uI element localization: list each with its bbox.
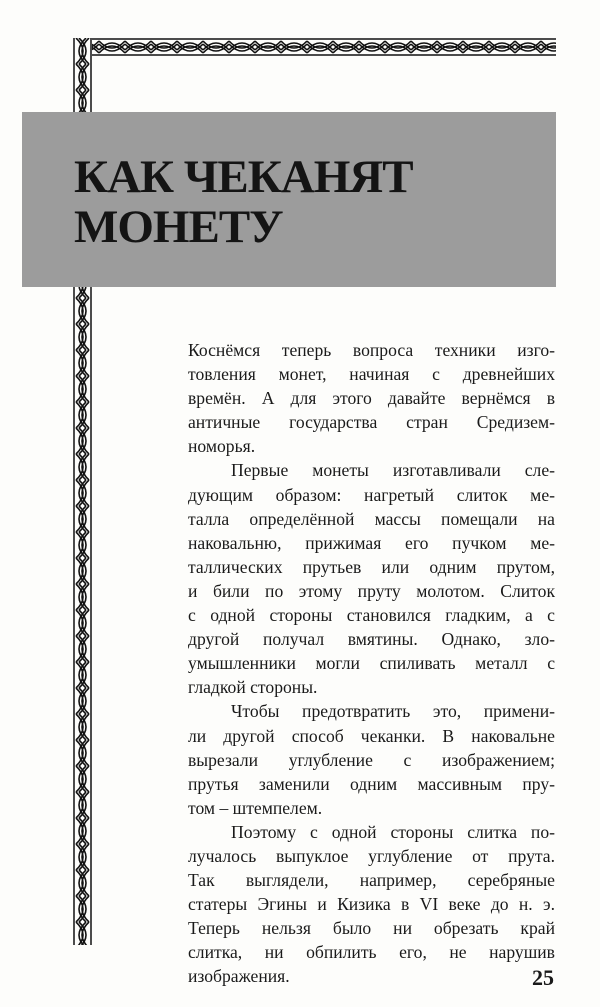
text-line: ли другой способ чеканки. В наковальне	[188, 725, 555, 746]
text-line: номорья.	[188, 436, 256, 457]
text-line: Первые монеты изготавливали сле-	[231, 460, 555, 481]
text-line: Чтобы предотвратить это, примени-	[231, 701, 555, 722]
text-line: гладкой стороны.	[188, 677, 318, 698]
text-line: другой получал вмятины. Однако, зло-	[188, 629, 555, 650]
text-line: вырезали углубление с изображением;	[188, 749, 555, 770]
text-line: таллических прутьев или одним прутом,	[188, 556, 555, 577]
chapter-title-line-2: МОНЕТУ	[74, 201, 283, 253]
text-line: Теперь нельзя было ни обрезать край	[188, 918, 555, 939]
text-line: и били по этому пруту молотом. Слиток	[188, 580, 555, 601]
text-line: античные государства стран Средизем-	[188, 412, 555, 433]
text-line: с одной стороны становился гладким, а с	[188, 605, 555, 626]
text-line: том – штемпелем.	[188, 797, 323, 818]
paragraph	[188, 338, 555, 458]
text-line: изображения.	[188, 966, 290, 987]
text-line: Поэтому с одной стороны слитка по-	[231, 821, 555, 842]
text-line: дующим образом: нагретый слиток ме-	[188, 484, 555, 505]
text-line: статеры Эгины и Кизика в VI веке до н. э.	[188, 894, 555, 915]
body-text	[188, 338, 555, 989]
text-line: времён. А для этого давайте вернёмся в	[188, 388, 555, 409]
text-line: наковальню, прижимая его пучком ме-	[188, 532, 555, 553]
text-line: товления монет, начиная с древнейших	[188, 364, 555, 385]
text-line: Так выглядели, например, серебряные	[188, 870, 555, 891]
ornamental-border-top	[73, 38, 556, 56]
text-line: талла определённой массы помещали на	[188, 508, 555, 529]
text-line: прутья заменили одним массивным пру-	[188, 773, 555, 794]
page-number: 25	[532, 965, 554, 990]
paragraph	[188, 820, 555, 989]
text-line: лучалось выпуклое углубление от прута.	[188, 845, 555, 866]
paragraph	[188, 458, 555, 699]
chapter-title-line-1: КАК ЧЕКАНЯТ	[74, 151, 413, 203]
chapter-title	[74, 152, 413, 252]
title-band	[22, 112, 556, 287]
text-line: Коснёмся теперь вопроса техники изго-	[188, 340, 555, 360]
text-line: умышленники могли спиливать металл с	[188, 653, 555, 674]
paragraph	[188, 699, 555, 819]
text-line: слитка, ни обпилить его, не нарушив	[188, 942, 555, 963]
